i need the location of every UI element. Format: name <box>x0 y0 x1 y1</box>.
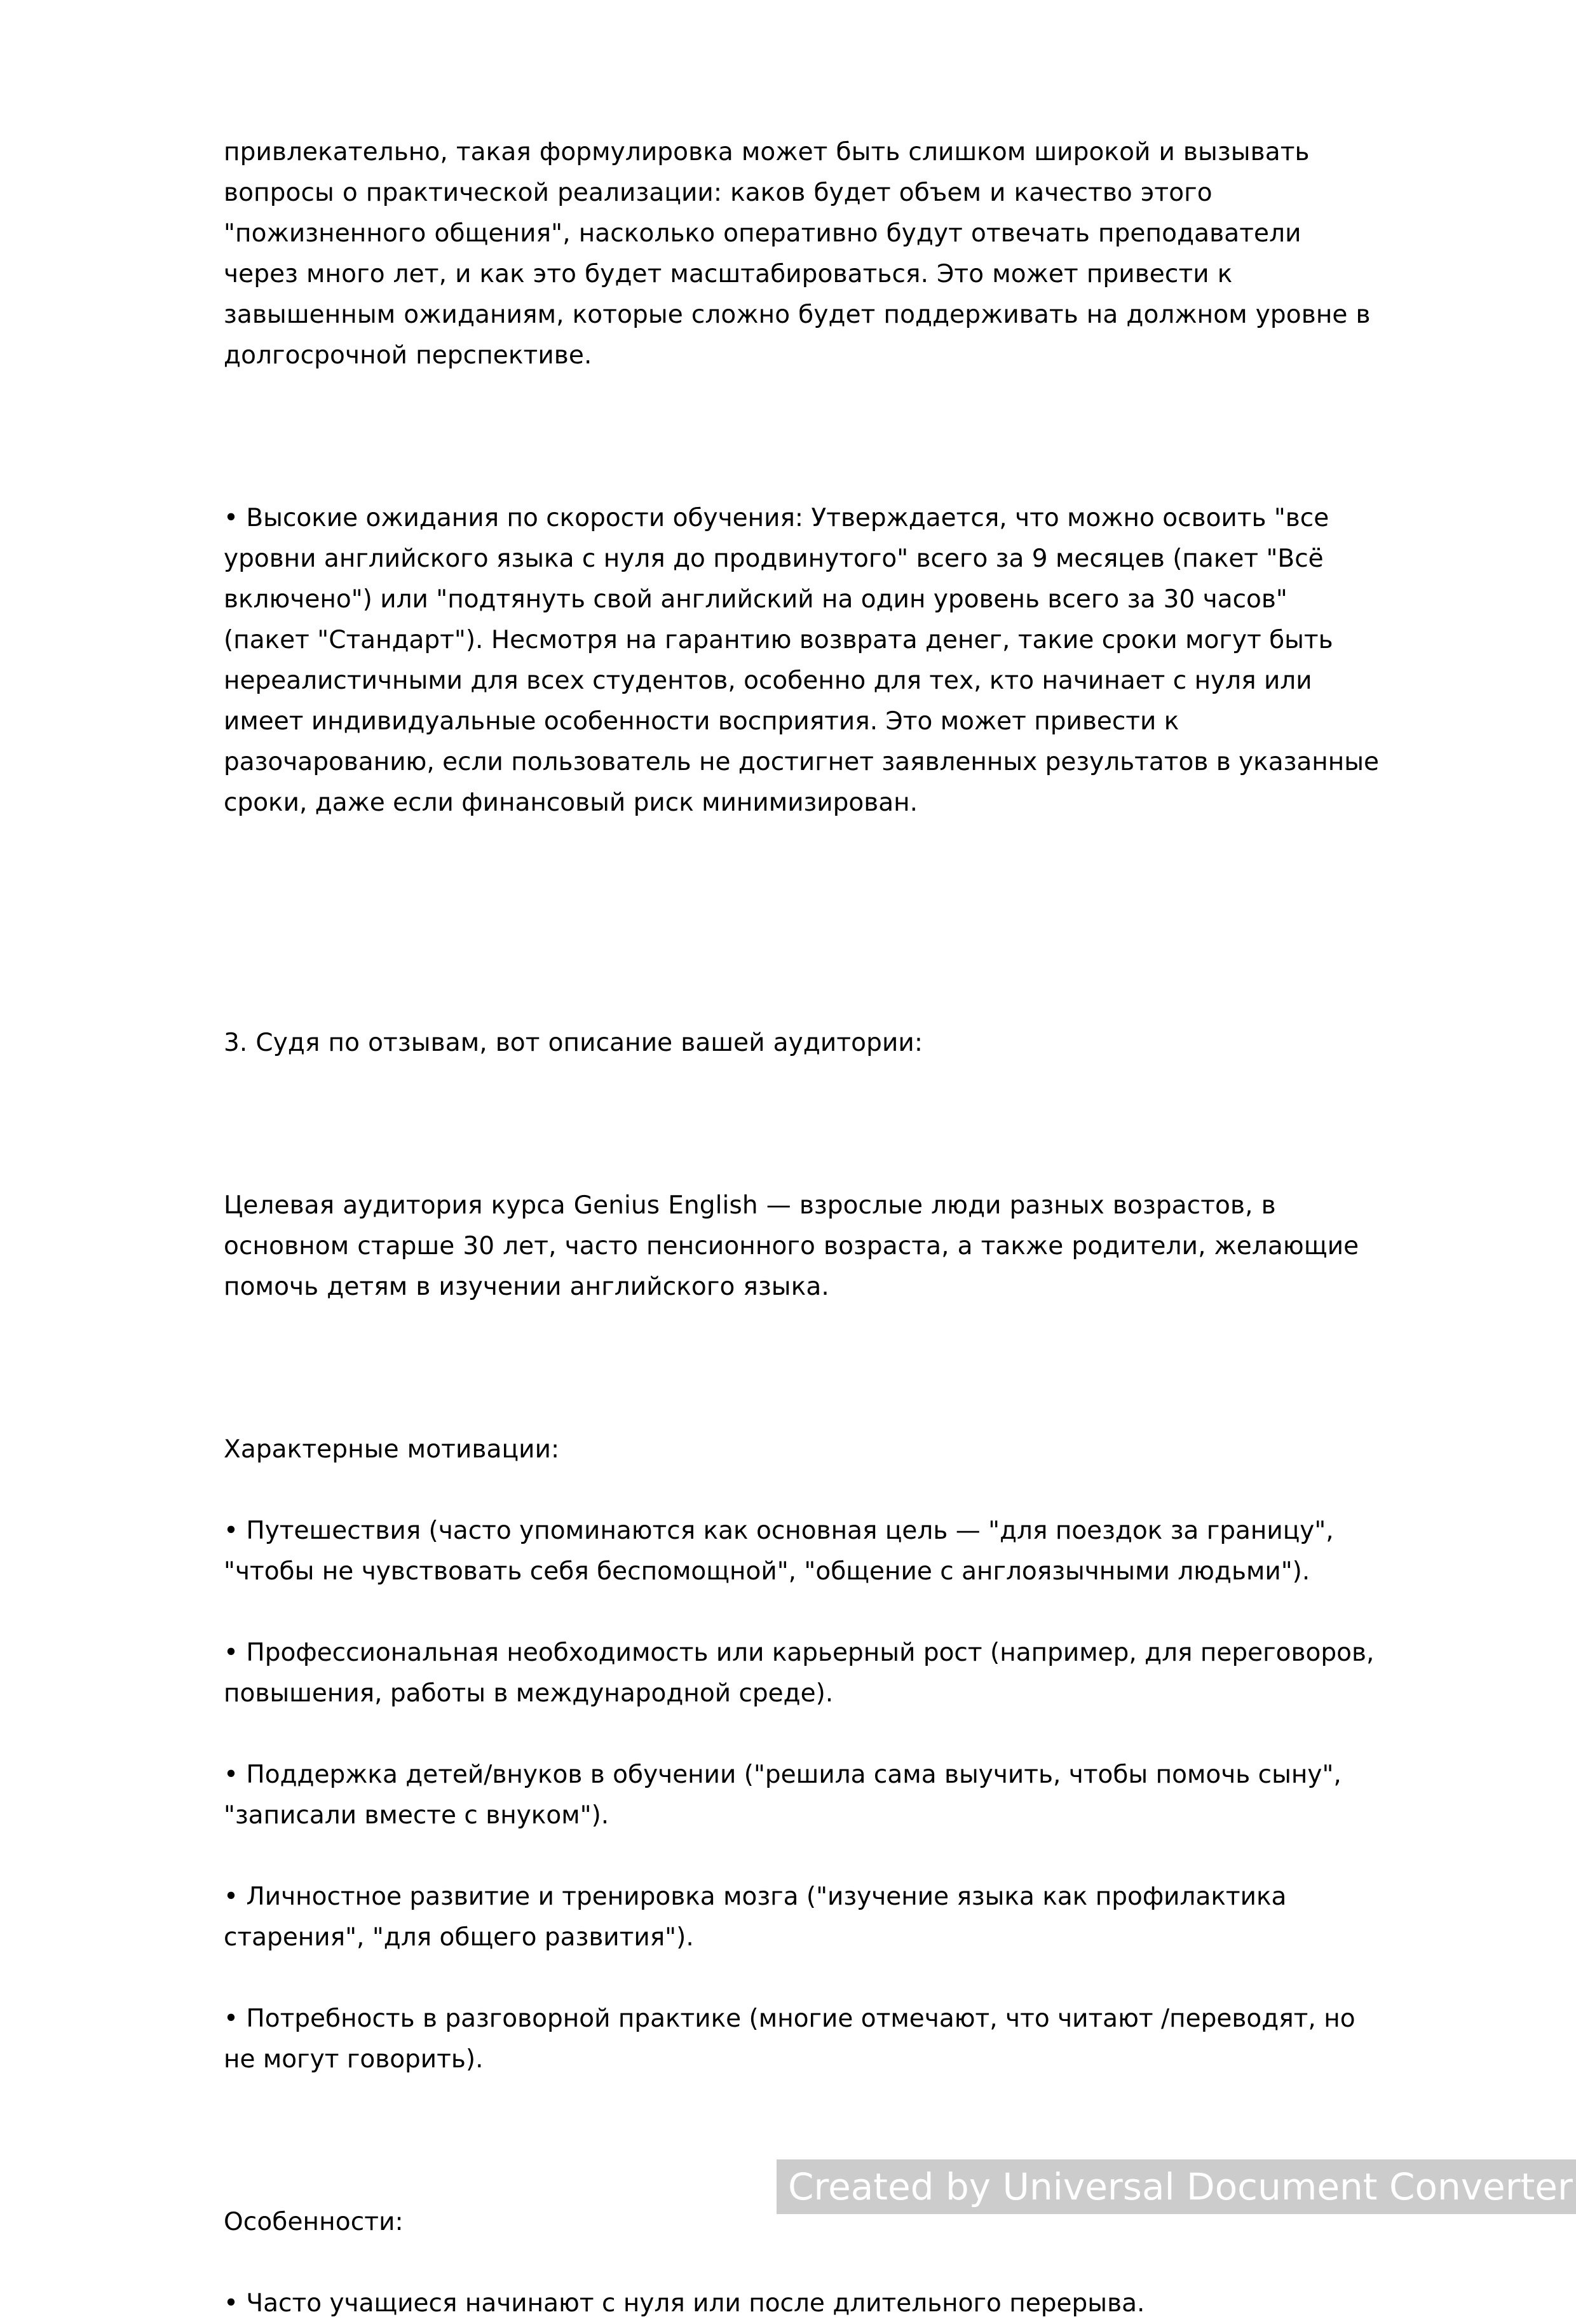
watermark-text: Created by Universal Document Converter <box>788 2165 1573 2208</box>
block-spacer <box>224 2243 1380 2283</box>
bullet-travel: • Путешествия (часто упоминаются как основная цель — "для поездок за границу", "чтобы не чувствовать себя беспомощной", "общение с англоязычными людьми"). <box>224 1517 1334 1586</box>
block-spacer <box>224 945 1380 1023</box>
watermark-banner <box>777 2159 1576 2214</box>
block-spacer <box>224 1470 1380 1511</box>
block-spacer <box>224 1307 1380 1429</box>
heading-section-3: 3. Судя по отзывам, вот описание вашей аудитории: <box>224 1029 923 1057</box>
bullet-personal-growth: • Личностное развитие и тренировка мозга ("изучение языка как профилактика старения", "для общего развития"). <box>224 1882 1287 1952</box>
paragraph-continuation: привлекательно, такая формулировка может быть слишком широкой и вызывать вопросы о практической реализации: каков будет объем и качество этого "пожизненного общения", насколько оперативно будут отвечать преподаватели через много лет, и как это будет масштабироваться. Это может привести к завышенным ожиданиям, которые сложно будет поддерживать на должном уровне в долгосрочной перспективе. <box>224 138 1371 370</box>
bullet-start-from-zero: • Часто учащиеся начинают с нуля или после длительного перерыва. <box>224 2289 1145 2318</box>
bullet-high-expectations: • Высокие ожидания по скорости обучения: Утверждается, что можно освоить "все уровни английского языка с нуля до продвинутого" всего за 9 месяцев (пакет "Всё включено") или "подтянуть свой английский на один уровень всего за 30 часов" (пакет "Стандарт"). Несмотря на гарантию возврата денег, такие сроки могут быть нереалистичными для всех студентов, особенно для тех, кто начинает с нуля или имеет индивидуальные особенности восприятия. Это может привести к разочарованию, если пользователь не достигнет заявленных результатов в указанные сроки, даже если финансовый риск минимизирован. <box>224 504 1380 817</box>
bullet-career: • Профессиональная необходимость или карьерный рост (например, для переговоров, повышения, работы в международной среде). <box>224 1638 1375 1708</box>
block-spacer <box>224 1836 1380 1877</box>
document-body <box>224 132 1380 2324</box>
block-spacer <box>224 1958 1380 1999</box>
bullet-speaking-practice: • Потребность в разговорной практике (многие отмечают, что читают /переводят, но не могут говорить). <box>224 2004 1355 2074</box>
paragraph-target-audience: Целевая аудитория курса Genius English — взрослые люди разных возрастов, в основном старше 30 лет, часто пенсионного возраста, а также родители, желающие помочь детям в изучении английского языка. <box>224 1191 1359 1301</box>
block-spacer <box>224 1714 1380 1755</box>
bullet-children-support: • Поддержка детей/внуков в обучении ("решила сама выучить, чтобы помочь сыну", "записали вместе с внуком"). <box>224 1760 1342 1830</box>
heading-motivations: Характерные мотивации: <box>224 1435 560 1464</box>
block-spacer <box>224 1064 1380 1186</box>
block-spacer <box>224 823 1380 945</box>
block-spacer <box>224 1592 1380 1633</box>
block-spacer <box>224 376 1380 498</box>
heading-features: Особенности: <box>224 2208 404 2236</box>
